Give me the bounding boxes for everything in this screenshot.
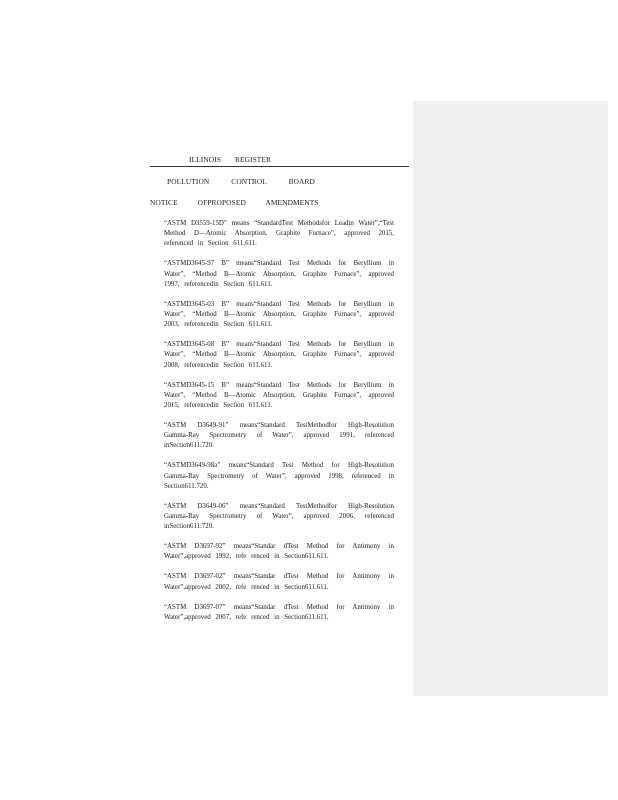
definition-astm-d3649-91: “ASTM D3649-91” means“Standard TestMethodfor High-Resolution Gamma-Ray Spectrometry of Water”, approved 1991, referenced inSection611.720.	[164, 422, 394, 450]
definition-astm-d3697-07: “ASTM D3697-07” means“Standar dTest Method for Antimony in Water”,approved 2007, refe renced in Section611.611.	[164, 603, 394, 621]
board-heading: POLLUTION CONTROL BOARD	[167, 177, 315, 186]
definition-astm-d3645-15b: “ASTMD3645-15 B” means“Standard Test Methods for Beryllium in Water”, “Method B—Atomic Absorption, Graphite Furnace”, approved 2015, referencedin Section 611.611.	[164, 381, 394, 410]
definition-astm-d3649-98a: “ASTMD3649-98a” means“Standard Test Method for High-Resolution Gamma-Ray Spectrometry of Water”, approved 1998, referenced in Section611.720.	[164, 462, 394, 490]
definition-astm-d3645-97b: “ASTMD3645-97 B” means“Standard Test Methods for Beryllium in Water”, “Method B—Atomic Absorption, Graphite Furnace”, approved 1997, referencedin Section 611.611.	[164, 260, 394, 288]
comment-pane	[413, 101, 608, 696]
header-rule	[150, 166, 409, 167]
definition-astm-d3559-15d: “ASTM D3559-15D” means “StandardTest Methodsfor Leadin Water”,“Test Method D—Atomic Absorption, Graphite Furnace”, approved 2015, referenced in Section 611.611.	[164, 220, 394, 248]
register-heading: ILLINOIS REGISTER	[189, 155, 272, 164]
definition-astm-d3645-03b: “ASTMD3645-03 B” means“Standard Test Methods for Beryllium in Water”, “Method B—Atomic Absorption, Graphite Furnace”, approved 2003, referencedin Section 611.611.	[164, 300, 394, 329]
definitions-list	[164, 219, 394, 633]
definition-astm-d3697-02: “ASTM D3697-02” means“Standar dTest Method for Antimony in Water”,approved 2002, refe renced in Section611.611.	[164, 573, 394, 591]
definition-astm-d3649-06: “ASTM D3649-06” means“Standard TestMethodfor High-Resolution Gamma-Ray Spectrometry of Water”, approved 2006, referenced inSection611.720.	[164, 502, 394, 531]
notice-heading: NOTICE OFPROPOSED AMENDMENTS	[150, 198, 319, 207]
definition-astm-d3697-92: “ASTM D3697-92” means“Standar dTest Method for Antimony in Water”,approved 1992, refe renced in Section611.611.	[164, 543, 394, 561]
definition-astm-d3645-08b: “ASTMD3645-08 B” means“Standard Test Methods for Beryllium in Water”, “Method B—Atomic Absorption, Graphite Furnace”, approved 2008, referencedin Section 611.611.	[164, 341, 394, 369]
